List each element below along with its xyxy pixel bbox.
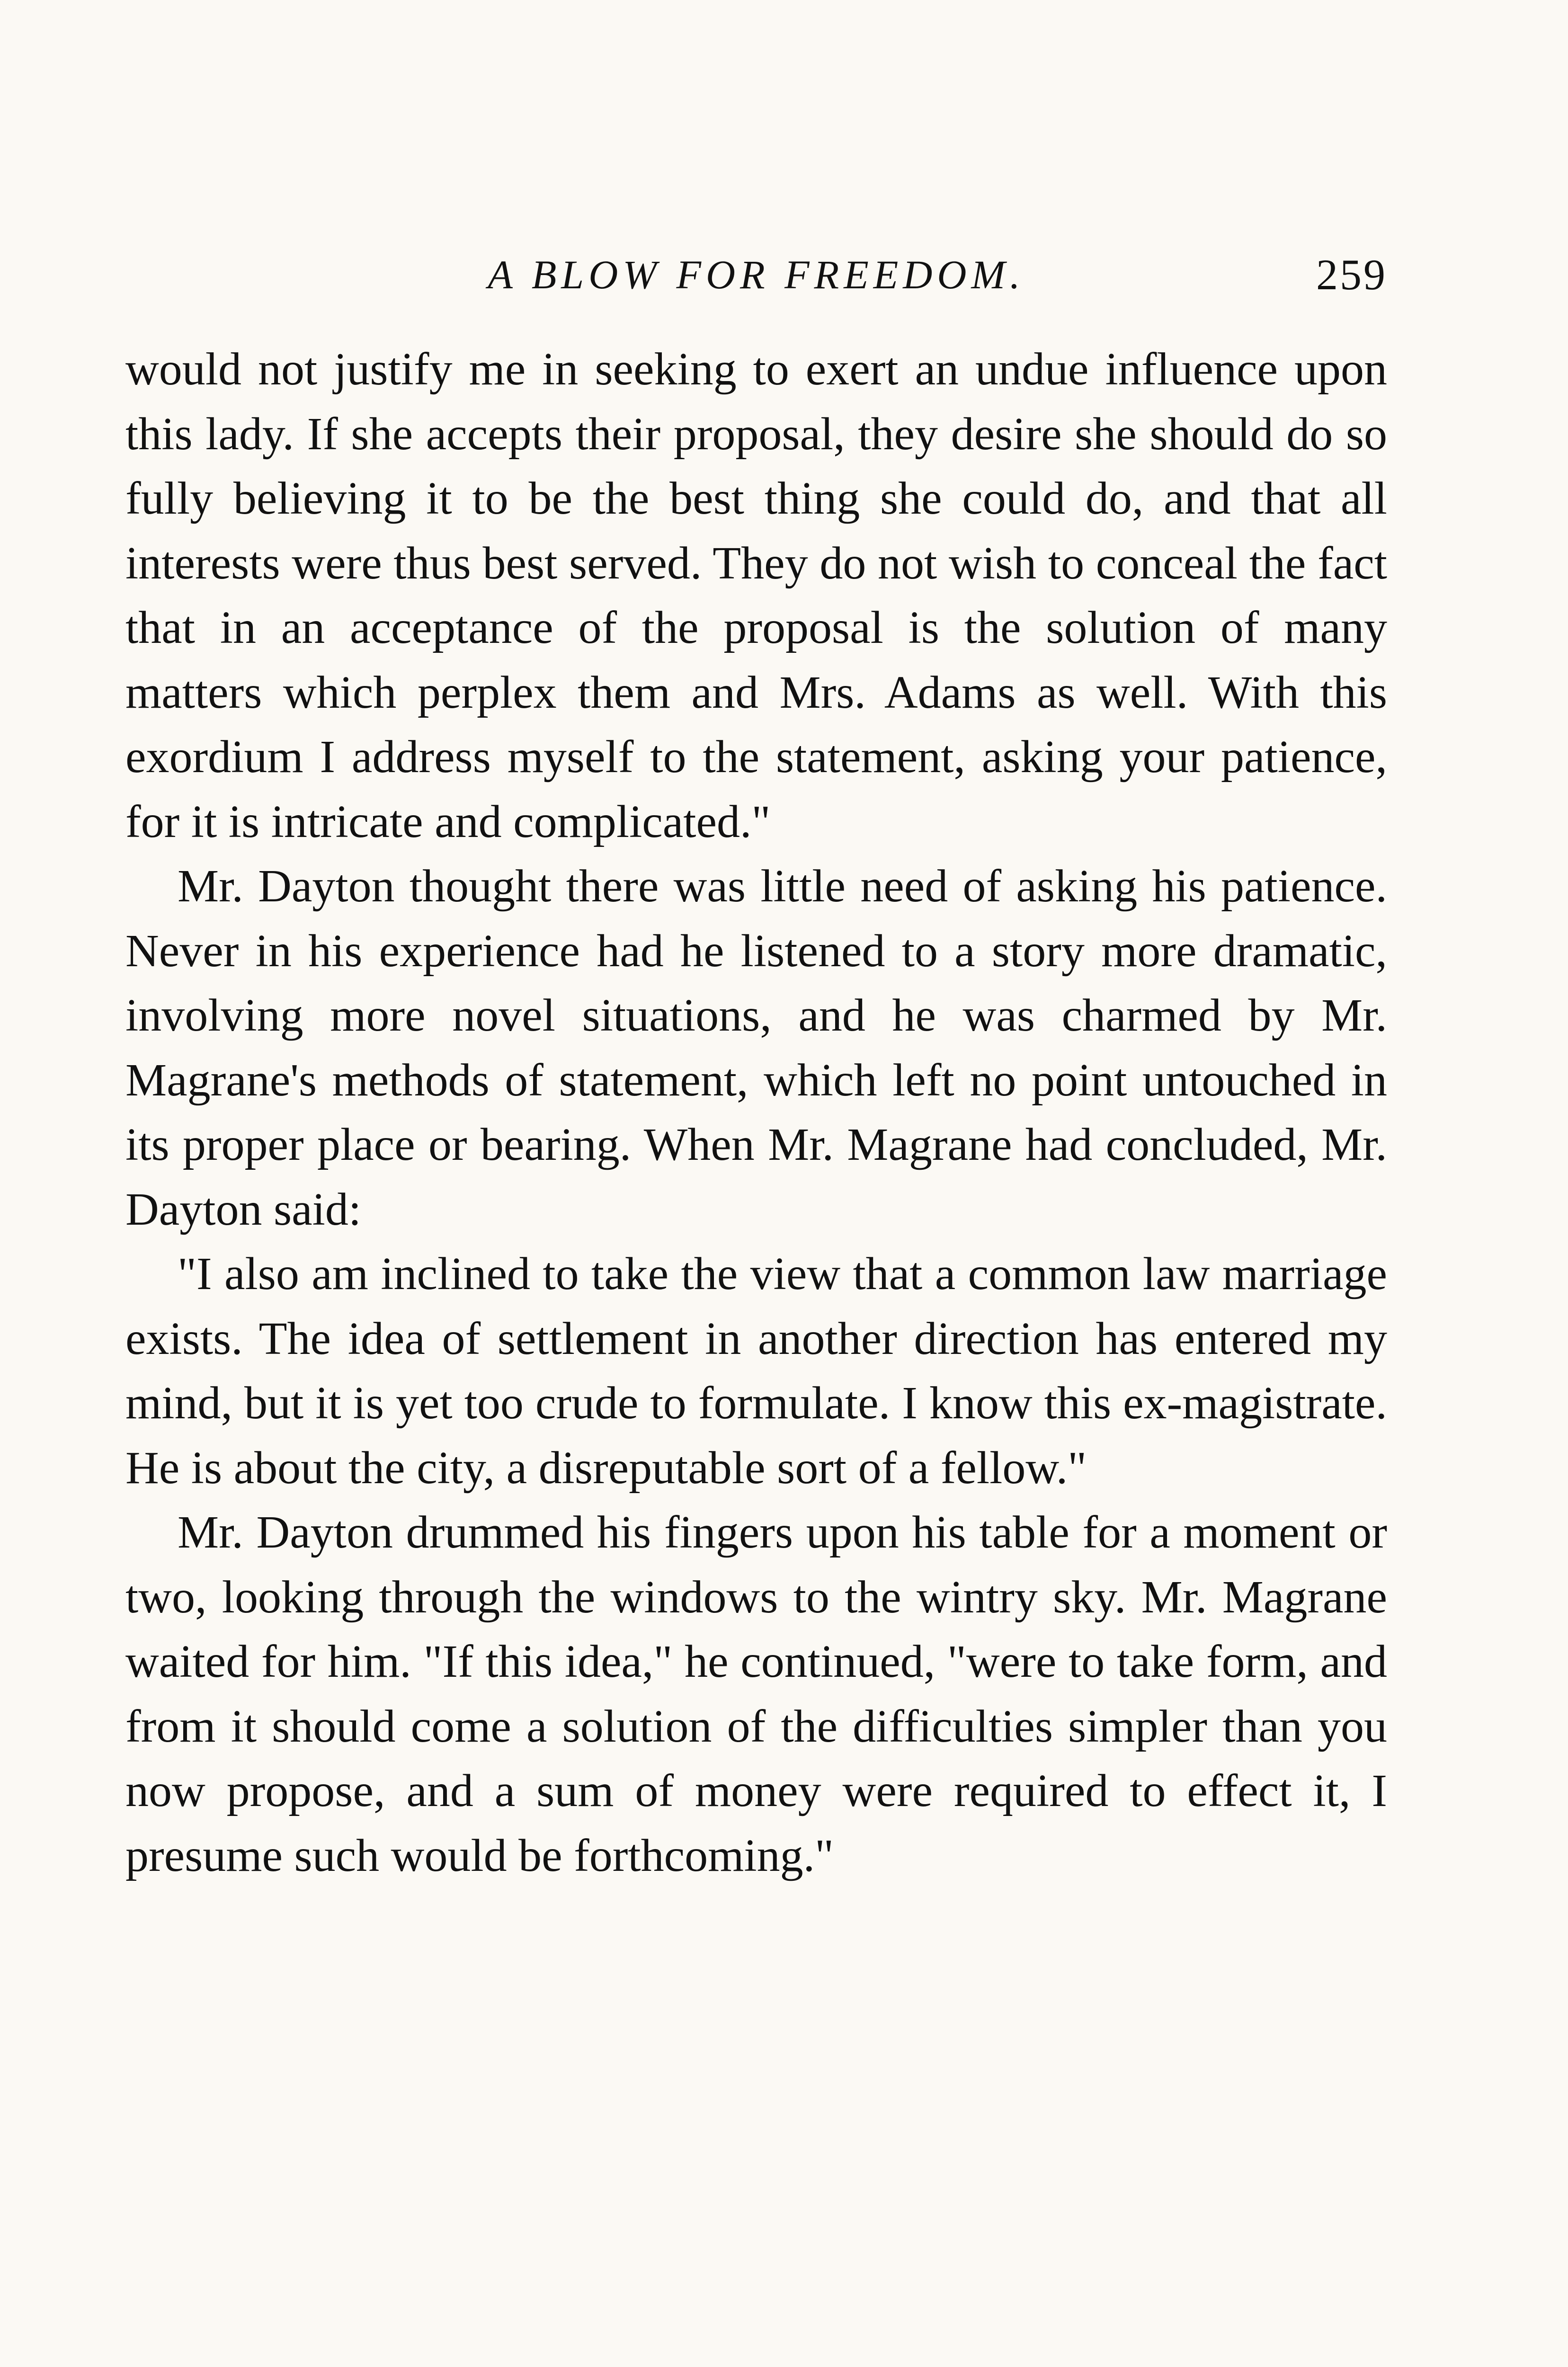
paragraph-2: Mr. Dayton thought there was little need of asking his patience. Never in his experience had he listened to a story more dramatic, involving more novel situations, and he was charmed by Mr. Magrane's methods of statement, which left no point untouched in its proper place or bearing. When Mr. Magrane had concluded, Mr. Dayton said: xyxy=(125,861,1387,1235)
running-head xyxy=(125,246,1387,303)
page-number: 259 xyxy=(1316,250,1387,299)
paragraph-3: "I also am inclined to take the view that a common law marriage exists. The idea of settlement in another direction has entered my mind, but it is yet too crude to formulate. I know this ex-magistrate. He is about the city, a disreputable sort of a fellow." xyxy=(125,1248,1387,1494)
body-text xyxy=(125,337,1387,1888)
running-title: A BLOW FOR FREEDOM. xyxy=(488,252,1025,297)
paragraph-4: Mr. Dayton drummed his fingers upon his table for a moment or two, looking through the windows to the wintry sky. Mr. Magrane waited for him. "If this idea," he continued, "were to take form, and from it should come a solution of the difficulties simpler than you now propose, and a sum of money were required to effect it, I presume such would be forthcoming." xyxy=(125,1507,1387,1881)
paragraph-1: would not justify me in seeking to exert an undue influence upon this lady. If she accepts their proposal, they desire she should do so fully believing it to be the best thing she could do, and that all interests were thus best served. They do not wish to conceal the fact that in an acceptance of the proposal is the solution of many matters which perplex them and Mrs. Adams as well. With this exordium I address myself to the statement, asking your patience, for it is intricate and complicated." xyxy=(125,344,1387,847)
